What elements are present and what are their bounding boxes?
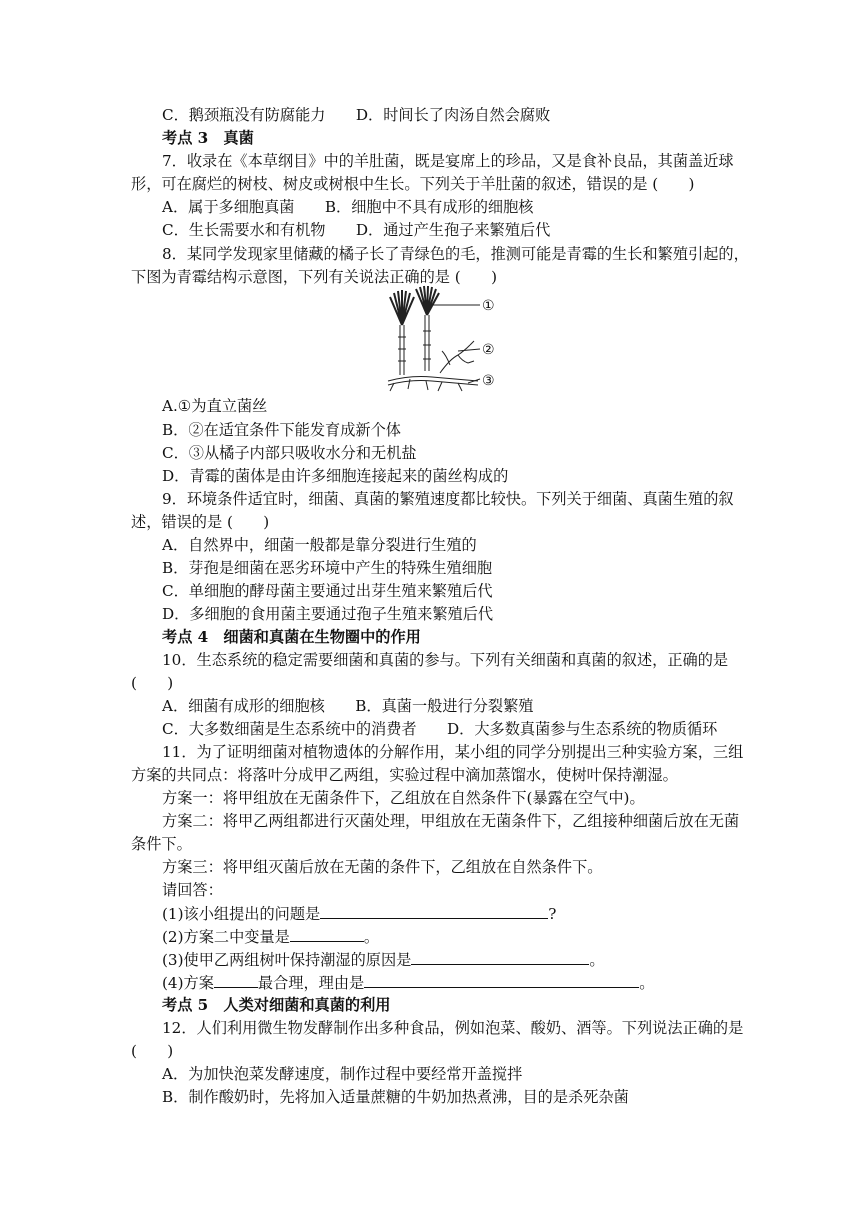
q9-option-b: B．芽孢是细菌在恶劣环境中产生的特殊生殖细胞 xyxy=(162,559,493,577)
figure-label-1: ① xyxy=(482,298,495,314)
q8-option-a: A.①为直立菌丝 xyxy=(162,397,268,415)
q11-subq-3 xyxy=(162,949,605,970)
q8-option-c: C．③从橘子内部只吸收水分和无机盐 xyxy=(162,444,417,462)
section-heading-4: 考点 4 细菌和真菌在生物圈中的作用 xyxy=(162,628,421,646)
q8-stem-line1: 8．某同学发现家里储藏的橘子长了青绿色的毛，推测可能是青霉的生长和繁殖引起的， xyxy=(162,245,749,263)
answer-blank-4a[interactable] xyxy=(214,972,258,988)
q11-subq-1-end: ? xyxy=(548,905,557,923)
q11-subq-4-mid: 最合理，理由是 xyxy=(257,974,365,992)
section-heading-3: 考点 3 真菌 xyxy=(162,129,254,147)
answer-blank-1[interactable] xyxy=(320,903,548,919)
q12-option-a: A．为加快泡菜发酵速度，制作过程中要经常开盖搅拌 xyxy=(162,1065,523,1083)
q8-option-b: B．②在适宜条件下能发育成新个体 xyxy=(162,421,401,439)
q9-option-a: A．自然界中，细菌一般都是靠分裂进行生殖的 xyxy=(162,536,477,554)
q7-stem-line1: 7．收录在《本草纲目》中的羊肚菌，既是宴席上的珍品，又是食补良品，其菌盖近球 xyxy=(162,152,734,170)
q12-stem-line1: 12．人们利用微生物发酵制作出多种食品，例如泡菜、酸奶、酒等。下列说法正确的是 xyxy=(162,1019,744,1037)
q9-option-c: C．单细胞的酵母菌主要通过出芽生殖来繁殖后代 xyxy=(162,582,493,600)
q11-plan-3: 方案三：将甲组灭菌后放在无菌的条件下，乙组放在自然条件下。 xyxy=(162,858,603,876)
q11-prompt: 请回答： xyxy=(162,881,223,899)
q10-answer-paren: ( ) xyxy=(131,674,174,692)
q9-option-d: D．多细胞的食用菌主要通过孢子生殖来繁殖后代 xyxy=(162,605,494,623)
q11-subq-4-end: 。 xyxy=(639,974,655,992)
q11-subq-1 xyxy=(162,903,556,924)
q8-option-d: D．青霉的菌体是由许多细胞连接起来的菌丝构成的 xyxy=(162,467,509,485)
q8-stem-line2: 下图为青霉结构示意图，下列有关说法正确的是 ( ) xyxy=(131,268,497,286)
q11-plan-2-line1: 方案二：将甲乙两组都进行灭菌处理，甲组放在无菌条件下，乙组接种细菌后放在无菌 xyxy=(162,812,740,830)
q11-subq-1-text: (1)该小组提出的问题是 xyxy=(162,905,321,923)
q7-option-cd: C．生长需要水和有机物 D．通过产生孢子来繁殖后代 xyxy=(162,221,551,239)
q11-subq-3-end: 。 xyxy=(589,951,605,969)
answer-blank-3[interactable] xyxy=(411,949,589,965)
q12-option-b: B．制作酸奶时，先将加入适量蔗糖的牛奶加热煮沸，目的是杀死杂菌 xyxy=(162,1088,629,1106)
q10-option-ab: A．细菌有成形的细胞核 B．真菌一般进行分裂繁殖 xyxy=(162,697,534,715)
q6-option-cd: C．鹅颈瓶没有防腐能力 D．时间长了肉汤自然会腐败 xyxy=(162,106,551,124)
q10-stem-line1: 10．生态系统的稳定需要细菌和真菌的参与。下列有关细菌和真菌的叙述，正确的是 xyxy=(162,651,729,669)
q9-stem-line2: 述，错误的是 ( ) xyxy=(131,513,270,531)
q11-stem-line1: 11．为了证明细菌对植物遗体的分解作用，某小组的同学分别提出三种实验方案，三组 xyxy=(162,743,744,761)
q11-subq-4 xyxy=(162,972,654,993)
figure-label-3: ③ xyxy=(482,373,495,389)
section-heading-5: 考点 5 人类对细菌和真菌的利用 xyxy=(162,996,391,1014)
penicillium-structure-figure xyxy=(380,285,510,393)
q12-answer-paren: ( ) xyxy=(131,1042,174,1060)
q7-option-ab: A．属于多细胞真菌 B．细胞中不具有成形的细胞核 xyxy=(162,198,534,216)
q11-subq-2 xyxy=(162,926,379,947)
q11-stem-line2: 方案的共同点：将落叶分成甲乙两组，实验过程中滴加蒸馏水，使树叶保持潮湿。 xyxy=(131,766,678,784)
q10-option-cd: C．大多数细菌是生态系统中的消费者 D．大多数真菌参与生态系统的物质循环 xyxy=(162,720,718,738)
q11-plan-1: 方案一：将甲组放在无菌条件下，乙组放在自然条件下(暴露在空气中)。 xyxy=(162,789,645,807)
q11-subq-2-end: 。 xyxy=(363,928,380,946)
q11-subq-4-text: (4)方案 xyxy=(162,974,214,992)
q11-subq-2-text: (2)方案二中变量是 xyxy=(162,928,290,946)
q9-stem-line1: 9．环境条件适宜时，细菌、真菌的繁殖速度都比较快。下列关于细菌、真菌生殖的叙 xyxy=(162,490,734,508)
q7-stem-line2: 形，可在腐烂的树枝、树皮或树根中生长。下列关于羊肚菌的叙述，错误的是 ( ) xyxy=(131,175,695,193)
answer-blank-2[interactable] xyxy=(290,926,364,942)
figure-label-2: ② xyxy=(482,342,495,358)
q11-plan-2-line2: 条件下。 xyxy=(131,835,192,853)
q11-subq-3-text: (3)使甲乙两组树叶保持潮湿的原因是 xyxy=(162,951,412,969)
answer-blank-4b[interactable] xyxy=(364,972,639,988)
